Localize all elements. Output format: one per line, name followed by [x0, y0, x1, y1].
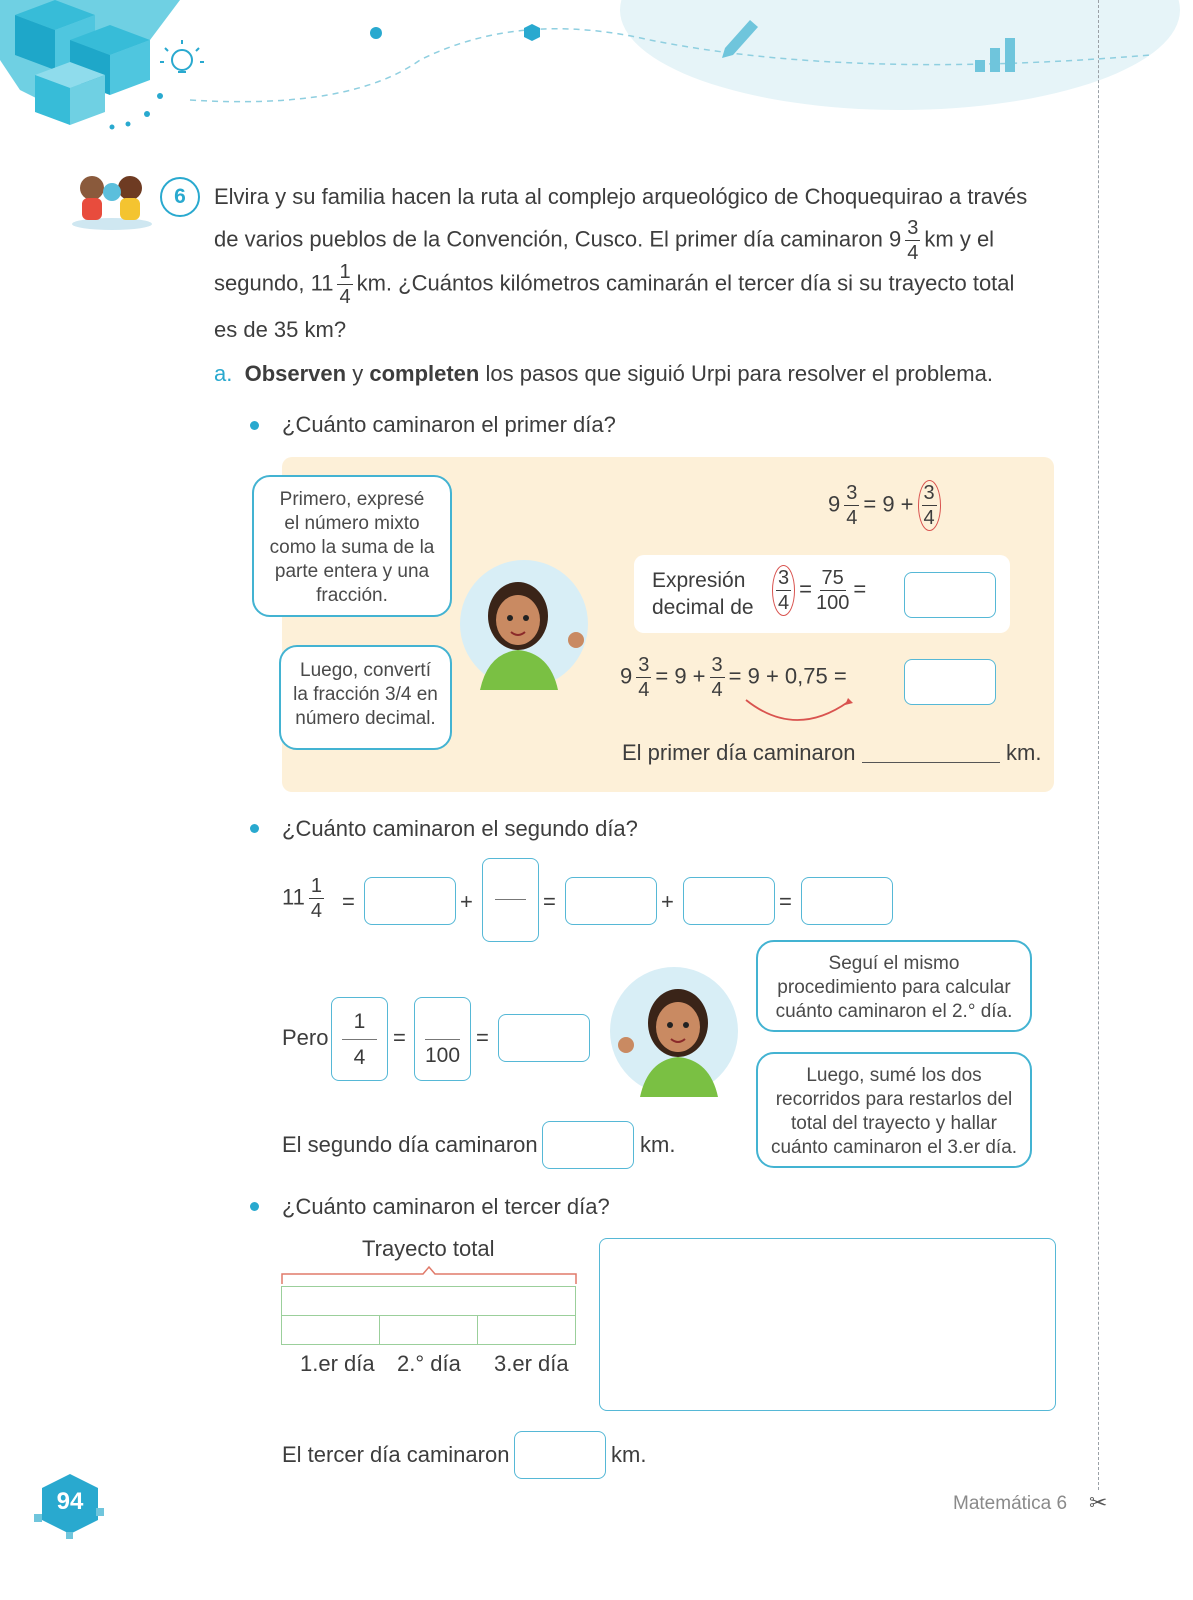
bar-label-day-1: 1.er día: [300, 1351, 375, 1376]
day3-answer-box[interactable]: [514, 1431, 606, 1479]
day2-pero-eq-2: =: [476, 1025, 489, 1050]
problem-line-3: [214, 262, 1014, 307]
fraction-11-1-4: $\frac{1}{4}$: [339, 261, 351, 308]
day1-answer-line[interactable]: [862, 762, 1000, 763]
day2-bubble-2: Luego, sumé los dos recorridos para restarlos del total del trayecto y hallar cuánto caminaron el 3.er día.: [756, 1052, 1032, 1168]
cut-line: [1098, 0, 1099, 1490]
total-brace: [280, 1264, 578, 1286]
day2-box-whole-2[interactable]: [565, 877, 657, 925]
part-a-instruction: [214, 361, 993, 387]
part-a-bold-2: completen: [369, 361, 480, 386]
fraction-9-3-4: $\frac{3}{4}$: [907, 217, 919, 264]
day2-result-text: El segundo día caminaron: [282, 1132, 538, 1157]
book-title: Matemática 6: [953, 1493, 1068, 1514]
part-a-text-1: y: [346, 361, 370, 386]
work-area-box[interactable]: [599, 1238, 1056, 1411]
problem-line-2: [214, 218, 994, 263]
day2-unit: km.: [640, 1132, 676, 1157]
page-number: 94: [56, 1488, 84, 1515]
day2-box-whole[interactable]: [364, 877, 456, 925]
problem-number-badge: 6: [160, 177, 200, 217]
part-a-bold-1: Observen: [244, 361, 347, 386]
day2-mixed-number: 11 $\frac{1}{4}$: [282, 875, 322, 922]
bullet-day1: [250, 421, 259, 430]
day2-pero-eq-1: =: [393, 1025, 406, 1050]
bar-day-3[interactable]: [477, 1315, 576, 1345]
day2-eq-2: =: [543, 889, 556, 914]
day2-eq-1: =: [342, 889, 355, 914]
day2-box-decimal[interactable]: [683, 877, 775, 925]
day3-result-text: El tercer día caminaron: [282, 1442, 510, 1467]
day2-eq-3: =: [779, 889, 792, 914]
day2-pero: Pero: [282, 1025, 329, 1050]
day3-unit: km.: [611, 1442, 647, 1467]
day2-plus-2: +: [661, 889, 674, 914]
day2-pero-decimal-box[interactable]: [498, 1014, 590, 1062]
day1-question: ¿Cuánto caminaron el primer día?: [282, 412, 616, 437]
part-a-letter: a.: [214, 361, 233, 386]
day1-result-text: El primer día caminaron: [622, 740, 856, 765]
day1-unit: km.: [1006, 740, 1042, 765]
day1-eq2-answer-box[interactable]: [904, 659, 996, 705]
scissors-icon: ✂: [1089, 1490, 1108, 1515]
bar-title: Trayecto total: [362, 1236, 495, 1261]
day2-question: ¿Cuánto caminaron el segundo día?: [282, 816, 638, 841]
day1-bubble-1: Primero, expresé el número mixto como la suma de la parte entera y una fracción.: [252, 475, 452, 617]
header-decoration: [0, 0, 1193, 150]
urpi-avatar-2: [608, 965, 740, 1097]
day2-answer-box[interactable]: [542, 1121, 634, 1169]
problem-line-2-text: de varios pueblos de la Convención, Cusco. El primer día caminaron 9: [214, 226, 902, 252]
day1-eq1: 9 $\frac{3}{4}$ = 9 + $\frac{3}{4}$: [828, 480, 945, 531]
conversion-arrow: [740, 694, 860, 728]
problem-line-2-end: km y el: [924, 226, 995, 252]
day2-pero-fraction: 1 4: [331, 997, 388, 1081]
day2-hundredths-box[interactable]: 100: [414, 997, 471, 1081]
circled-fraction: $\frac{3}{4}$: [918, 480, 941, 531]
bar-day-2[interactable]: [379, 1315, 478, 1345]
day3-question: ¿Cuánto caminaron el tercer día?: [282, 1194, 610, 1219]
problem-line-3-end: km. ¿Cuántos kilómetros caminarán el tercer día si su trayecto total: [356, 270, 1015, 296]
day1-eq2: 9 $\frac{3}{4}$ = 9 + $\frac{3}{4}$ = 9 + 0,75 =: [620, 654, 847, 701]
decimal-answer-box[interactable]: [904, 572, 996, 618]
day2-box-fraction[interactable]: [482, 858, 539, 942]
bar-label-day-3: 3.er día: [494, 1351, 569, 1376]
kids-reading-icon: [70, 168, 154, 232]
bullet-day3: [250, 1202, 259, 1211]
problem-line-3-text: segundo, 11: [214, 270, 334, 296]
day2-box-sum[interactable]: [801, 877, 893, 925]
urpi-avatar: [458, 558, 590, 690]
day1-bubble-2: Luego, convertí la fracción 3/4 en número decimal.: [279, 645, 452, 750]
decimal-label: Expresión decimal de: [652, 569, 754, 619]
problem-line-1: Elvira y su familia hacen la ruta al complejo arqueológico de Choquequirao a través: [214, 184, 1028, 209]
decimal-expression: $\frac{3}{4}$ = $\frac{75}{100}$ =: [768, 565, 866, 616]
day2-bubble-1: Seguí el mismo procedimiento para calcular cuánto caminaron el 2.° día.: [756, 940, 1032, 1032]
bullet-day2: [250, 824, 259, 833]
bar-label-day-2: 2.° día: [397, 1351, 461, 1376]
day2-plus-1: +: [460, 889, 473, 914]
part-a-text-2: los pasos que siguió Urpi para resolver el problema.: [479, 361, 993, 386]
bar-total: [281, 1286, 576, 1316]
lightbulb-icon: [160, 40, 204, 72]
bar-day-1[interactable]: [281, 1315, 380, 1345]
cubes-graphic: [0, 0, 180, 125]
problem-line-4: es de 35 km?: [214, 317, 347, 342]
